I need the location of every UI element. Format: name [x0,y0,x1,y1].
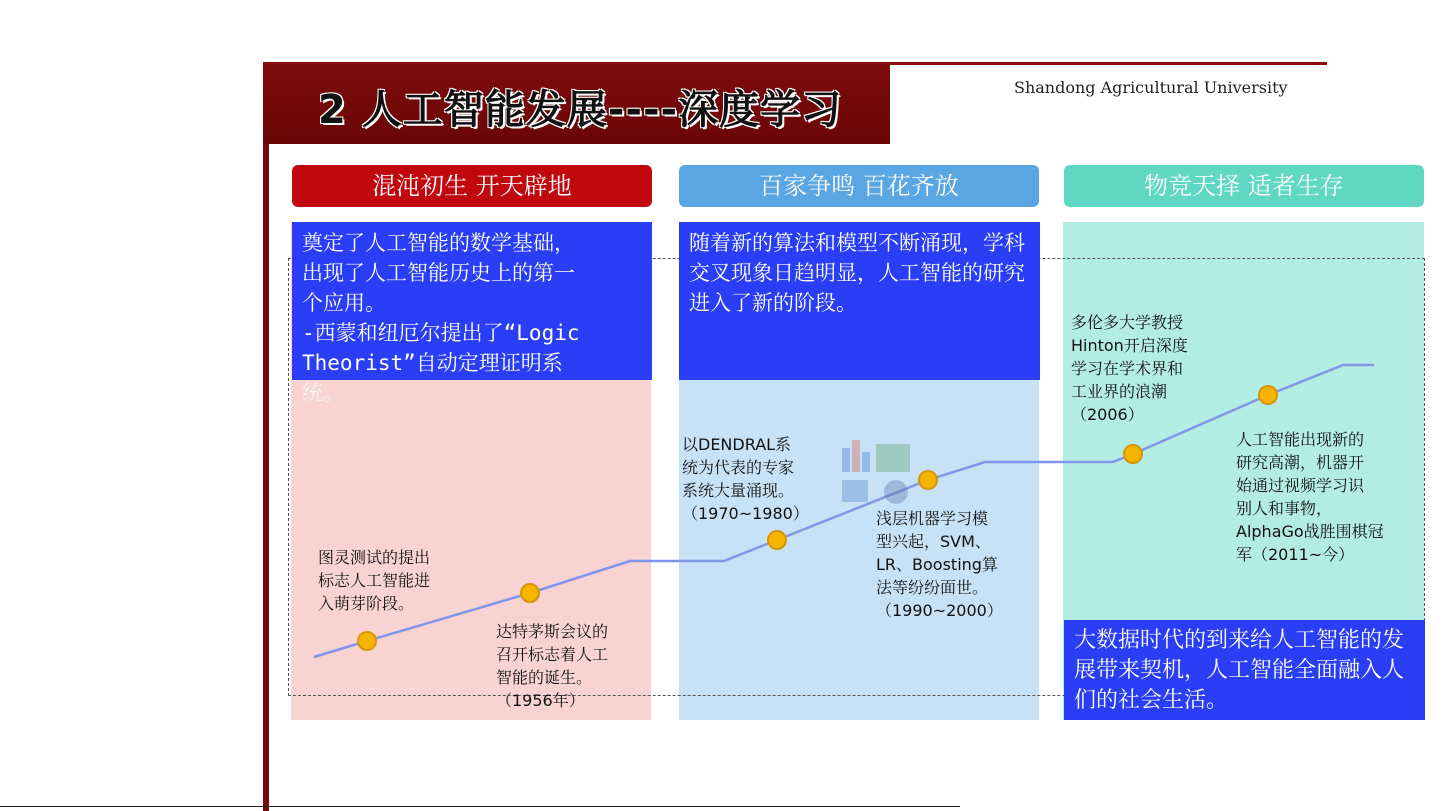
summary-line: 出现了人工智能历史上的第一 [302,261,575,285]
column-1-summary-box [292,222,652,405]
milestone-dot-6 [1259,386,1277,404]
summary-line: 奠定了人工智能的数学基础， [302,231,575,255]
milestone-note-2: 达特茅斯会议的 召开标志着人工 智能的诞生。 （1956年） [496,622,609,710]
milestone-note-3: 以DENDRAL系 统为代表的专家 系统大量涌现。 （1970~1980） [682,435,809,523]
slide-title: 2 人工智能发展----深度学习 [318,87,843,133]
milestone-note-5: 多伦多大学教授 Hinton开启深度 学习在学术界和 工业界的浪潮 （2006） [1071,313,1188,424]
summary-line: Theorist”自动定理证明系 [302,351,563,375]
column-3-summary-box: 大数据时代的到来给人工智能的发展带来契机，人工智能全面融入人们的社会生活。 [1064,620,1425,720]
column-1-header: 混沌初生 开天辟地 [292,165,652,207]
bottom-divider [0,806,960,807]
milestone-dot-4 [919,471,937,489]
university-name: Shandong Agricultural University [1014,78,1288,97]
milestone-dot-2 [521,584,539,602]
milestone-dot-1 [358,632,376,650]
summary-line: 个应用。 [302,291,386,315]
milestone-note-1: 图灵测试的提出 标志人工智能进 入萌芽阶段。 [318,548,431,613]
column-2-summary-box: 随着新的算法和模型不断涌现，学科交叉现象日趋明显，人工智能的研究进入了新的阶段。 [679,222,1040,380]
chart-watermark-icon [842,440,910,504]
milestone-note-4: 浅层机器学习模 型兴起，SVM、 LR、Boosting算 法等纷纷面世。 （1990~2000） [876,509,1003,620]
milestone-dot-5 [1124,445,1142,463]
milestone-note-6: 人工智能出现新的 研究高潮，机器开 始通过视频学习识 别人和事物， AlphaGo战胜围棋冠 军（2011~今） [1236,430,1384,564]
column-2-header: 百家争鸣 百花齐放 [679,165,1039,207]
milestone-dot-3 [768,531,786,549]
column-3-header: 物竞天择 适者生存 [1064,165,1424,207]
summary-line: 统。 [302,381,344,405]
summary-line: -西蒙和纽厄尔提出了“Logic [302,321,580,345]
